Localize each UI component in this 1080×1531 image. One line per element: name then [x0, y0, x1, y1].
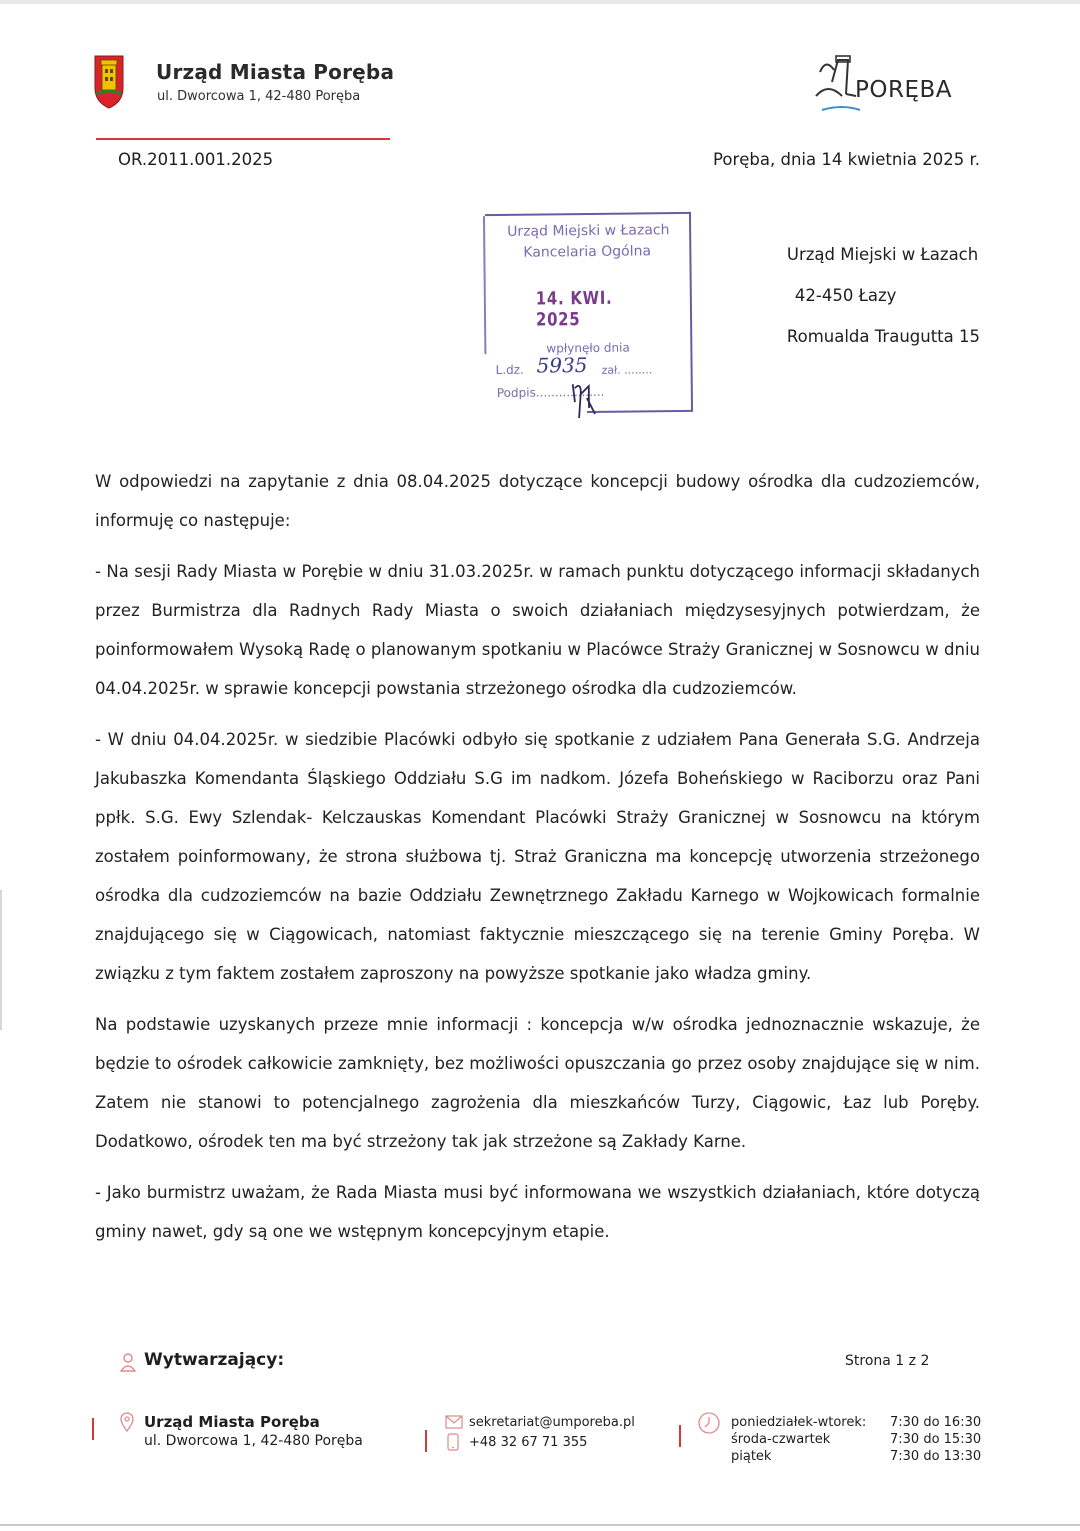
- opening-times: [890, 1414, 981, 1465]
- mail-icon: [445, 1415, 463, 1429]
- stamp-office: Urząd Miejski w Łazach: [507, 222, 670, 240]
- registry-stamp: [485, 212, 693, 414]
- paragraph: Na podstawie uzyskanych przeze mnie informacji : koncepcja w/w ośrodka jednoznacznie wskazuje, że będzie to ośrodek całkowicie zamknięty, bez możliwości opuszczania go przez osoby znajdujące się w nim. Zatem nie stanowi to potencjalnego zagrożenia dla mieszkańców Turzy, Ciągowic, Łaz lub Poręby. Dodatkowo, ośrodek ten ma być strzeżony tak jak strzeżone są Zakłady Karne.: [95, 1015, 980, 1151]
- stamp-date: 14. KWI. 2025: [535, 287, 613, 331]
- recipient-street: Romualda Traugutta 15: [786, 327, 980, 346]
- stamp-department: Kancelaria Ogólna: [523, 243, 652, 261]
- paragraph: W odpowiedzi na zapytanie z dnia 08.04.2025 dotyczące koncepcji budowy ośrodka dla cudzoziemców, informuję co następuje:: [95, 472, 980, 530]
- paragraph: - Jako burmistrz uważam, że Rada Miasta musi być informowana we wszystkich działaniach, które dotyczą gminy nawet, gdy są one we wstępnym koncepcyjnym etapie.: [95, 1183, 980, 1241]
- stamp-signature-label: Podpis..................: [496, 384, 605, 400]
- recipient-city: 42-450 Łazy: [794, 286, 897, 305]
- footer-org-name: Urząd Miasta Poręba: [144, 1413, 320, 1431]
- header-rule: [96, 138, 390, 140]
- stamp-ldz-number: 5935: [536, 353, 588, 378]
- reference-number: OR.2011.001.2025: [118, 150, 274, 169]
- footer-title: Wytwarzający:: [144, 1350, 285, 1370]
- stamp-ldz-label: L.dz.: [495, 362, 524, 377]
- footer-phone[interactable]: +48 32 67 71 355: [469, 1435, 588, 1450]
- page-number: Strona 1 z 2: [845, 1353, 930, 1369]
- phone-icon: [447, 1433, 459, 1451]
- org-name: Urząd Miasta Poręba: [156, 60, 395, 84]
- handwritten-signature: [567, 378, 607, 424]
- hours-days: środa-czwartek: [731, 1432, 831, 1447]
- person-icon: [119, 1352, 137, 1372]
- clock-icon: [697, 1411, 721, 1435]
- place-date: Poręba, dnia 14 kwietnia 2025 r.: [713, 150, 980, 169]
- scan-mark: [0, 890, 2, 1030]
- stamp-received-label: wpłynęło dnia: [546, 340, 630, 356]
- red-divider: [425, 1430, 427, 1452]
- hours-days: piątek: [731, 1449, 772, 1464]
- footer-org-address: ul. Dworcowa 1, 42-480 Poręba: [144, 1433, 363, 1449]
- top-edge: [0, 0, 1080, 4]
- town-logo-text: PORĘBA: [855, 77, 952, 103]
- footer-email[interactable]: sekretariat@umporeba.pl: [469, 1415, 635, 1430]
- org-address: ul. Dworcowa 1, 42-480 Poręba: [157, 89, 361, 104]
- hours-time: 7:30 do 15:30: [890, 1432, 982, 1447]
- red-divider: [679, 1425, 681, 1447]
- stamp-attachments: zał. ........: [601, 363, 653, 377]
- opening-days: [731, 1414, 866, 1465]
- bottom-edge: [0, 1524, 1080, 1526]
- paragraph: - W dniu 04.04.2025r. w siedzibie Placówki odbyło się spotkanie z udziałem Pana Generała S.G. Andrzeja Jakubaszka Komendanta Śląskiego Oddziału S.G im nadkom. Józefa Boheńskiego w Raciborzu oraz Pani ppłk. S.G. Ewy Szlendak- Kelczauskas Komendant Placówki Straży Granicznej w Sosnowcu na którym zostałem poinformowany, że strona służbowa tj. Straż Graniczna ma koncepcję utworzenia strzeżonego ośrodka dla cudzoziemców na bazie Oddziału Zewnętrznego Zakładu Karnego w Wojkowicach formalnie znajdującego się w Ciągowicach, natomiast faktycznie mieszczącego się na terenie Gminy Poręba. W związku z tym faktem zostałem zaproszony na powyższe spotkanie jako władza gminy.: [95, 730, 980, 983]
- location-pin-icon: [119, 1412, 135, 1432]
- hours-days: poniedziałek-wtorek:: [731, 1415, 867, 1430]
- hours-time: 7:30 do 13:30: [890, 1449, 982, 1464]
- coat-of-arms-icon: [93, 52, 125, 110]
- hours-time: 7:30 do 16:30: [890, 1415, 982, 1430]
- paragraph: - Na sesji Rady Miasta w Porębie w dniu 31.03.2025r. w ramach punktu dotyczącego informacji składanych przez Burmistrza dla Radnych Rady Miasta o swoich działaniach międzysesyjnych potwierdzam, że poinformowałem Wysoką Radę o planowanym spotkaniu w Placówce Straży Granicznej w Sosnowcu w dniu 04.04.2025r. w sprawie koncepcji powstania strzeżonego ośrodka dla cudzoziemców.: [95, 562, 980, 698]
- red-divider: [92, 1418, 94, 1440]
- recipient-name: Urząd Miejski w Łazach: [786, 245, 979, 264]
- recipient-block: [787, 234, 980, 357]
- letter-body: [95, 462, 980, 1263]
